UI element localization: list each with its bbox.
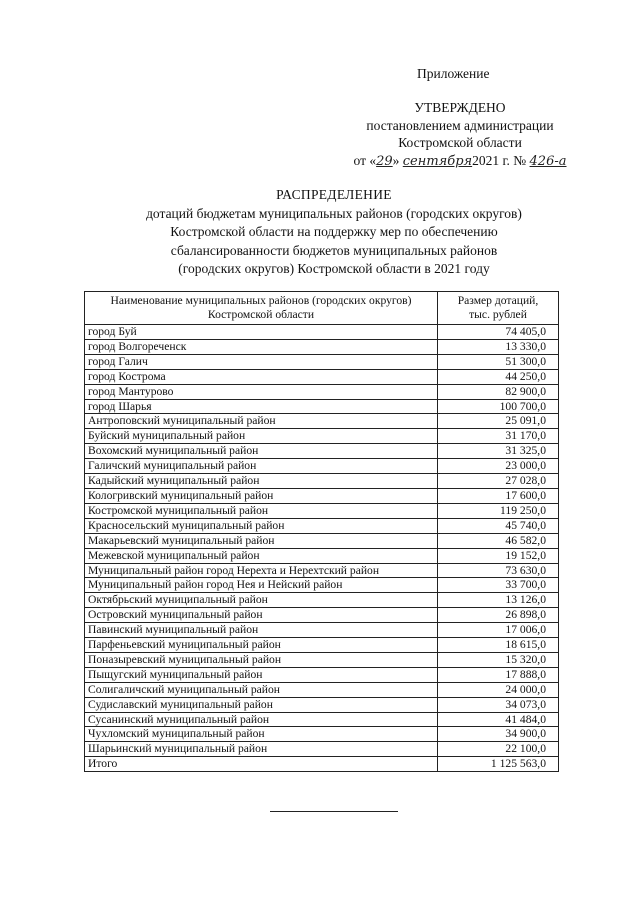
table-row (85, 593, 559, 608)
total-value: 1 125 563,0 (438, 757, 559, 772)
row-name: Межевской муниципальный район (85, 548, 438, 563)
row-value: 41 484,0 (438, 712, 559, 727)
row-name: Красносельский муниципальный район (85, 518, 438, 533)
document-title: РАСПРЕДЕЛЕНИЕ (276, 187, 392, 202)
table-row (85, 742, 559, 757)
row-name: город Галич (85, 354, 438, 369)
region-line: Костромской области (398, 135, 522, 150)
row-value: 51 300,0 (438, 354, 559, 369)
row-name: Антроповский муниципальный район (85, 414, 438, 429)
row-name: город Шарья (85, 399, 438, 414)
column-header-name-line1: Наименование муниципальных районов (городских округов) (110, 294, 412, 307)
table-row (85, 652, 559, 667)
table-total-row (85, 757, 559, 772)
column-header-name-line2: Костромской области (207, 308, 315, 321)
row-value: 19 152,0 (438, 548, 559, 563)
row-name: Солигаличский муниципальный район (85, 682, 438, 697)
total-label: Итого (85, 757, 438, 772)
table-row (85, 488, 559, 503)
row-name: Сусанинский муниципальный район (85, 712, 438, 727)
heading-line-3: сбалансированности бюджетов муниципальных районов (170, 242, 498, 258)
row-value: 13 330,0 (438, 339, 559, 354)
table-header-row (85, 292, 559, 325)
table-row (85, 563, 559, 578)
table-row (85, 503, 559, 518)
table-row (85, 697, 559, 712)
row-name: Пыщугский муниципальный район (85, 667, 438, 682)
row-value: 17 600,0 (438, 488, 559, 503)
row-name: Буйский муниципальный район (85, 429, 438, 444)
table-row (85, 414, 559, 429)
row-name: Шарьинский муниципальный район (85, 742, 438, 757)
table-row (85, 548, 559, 563)
row-value: 17 888,0 (438, 667, 559, 682)
row-name: Чухломский муниципальный район (85, 727, 438, 742)
table-row (85, 712, 559, 727)
table-row (85, 638, 559, 653)
table-row (85, 339, 559, 354)
column-header-amount (438, 292, 559, 325)
row-value: 15 320,0 (438, 652, 559, 667)
date-prefix: от « (353, 152, 377, 168)
row-value: 27 028,0 (438, 474, 559, 489)
table-row (85, 623, 559, 638)
table-row (85, 533, 559, 548)
row-name: Вохомский муниципальный район (85, 444, 438, 459)
heading-line-1: дотаций бюджетам муниципальных районов (городских округов) (146, 205, 522, 221)
row-name: город Кострома (85, 369, 438, 384)
approved-label: УТВЕРЖДЕНО (414, 100, 506, 115)
row-value: 23 000,0 (438, 459, 559, 474)
table-row (85, 518, 559, 533)
row-value: 22 100,0 (438, 742, 559, 757)
table-row (85, 474, 559, 489)
row-name: Костромской муниципальный район (85, 503, 438, 518)
date-month-handwritten: сентября (402, 153, 473, 169)
row-value: 25 091,0 (438, 414, 559, 429)
row-name: Муниципальный район город Нея и Нейский район (85, 578, 438, 593)
row-value: 24 000,0 (438, 682, 559, 697)
resolution-date-line (340, 152, 580, 171)
column-header-amount-line1: Размер дотаций, (457, 294, 539, 307)
row-value: 45 740,0 (438, 518, 559, 533)
table-row (85, 384, 559, 399)
row-name: Кадыйский муниципальный район (85, 474, 438, 489)
document-heading (100, 186, 568, 279)
row-value: 31 170,0 (438, 429, 559, 444)
row-value: 17 006,0 (438, 623, 559, 638)
table-row (85, 667, 559, 682)
row-value: 31 325,0 (438, 444, 559, 459)
resolution-line: постановлением администрации (366, 117, 554, 133)
row-name: Судиславский муниципальный район (85, 697, 438, 712)
row-name: Островский муниципальный район (85, 608, 438, 623)
row-name: Парфеньевский муниципальный район (85, 638, 438, 653)
table-row (85, 682, 559, 697)
row-value: 13 126,0 (438, 593, 559, 608)
table-row (85, 608, 559, 623)
table-row (85, 459, 559, 474)
row-value: 33 700,0 (438, 578, 559, 593)
row-name: город Волгореченск (85, 339, 438, 354)
date-year: 2021 г. № (472, 152, 527, 168)
row-name: Муниципальный район город Нерехта и Нерехтский район (85, 563, 438, 578)
table-row (85, 399, 559, 414)
row-value: 119 250,0 (438, 503, 559, 518)
column-header-name (85, 292, 438, 325)
row-name: город Мантурово (85, 384, 438, 399)
table-row (85, 354, 559, 369)
table-row (85, 578, 559, 593)
table-row (85, 429, 559, 444)
row-name: Макарьевский муниципальный район (85, 533, 438, 548)
row-name: город Буй (85, 325, 438, 340)
row-value: 82 900,0 (438, 384, 559, 399)
appendix-label: Приложение (417, 66, 490, 81)
table-row (85, 727, 559, 742)
row-name: Галичский муниципальный район (85, 459, 438, 474)
table-row (85, 325, 559, 340)
row-value: 26 898,0 (438, 608, 559, 623)
date-day-handwritten: 29 (376, 153, 393, 169)
row-value: 34 073,0 (438, 697, 559, 712)
row-value: 34 900,0 (438, 727, 559, 742)
row-value: 100 700,0 (438, 399, 559, 414)
heading-line-4: (городских округов) Костромской области в 2021 году (178, 261, 490, 276)
distribution-table (84, 291, 559, 772)
column-header-amount-line2: тыс. рублей (469, 308, 527, 321)
doc-number-handwritten: 426-а (529, 153, 567, 169)
date-mid: » (392, 152, 403, 168)
row-value: 44 250,0 (438, 369, 559, 384)
row-name: Павинский муниципальный район (85, 623, 438, 638)
row-name: Октябрьский муниципальный район (85, 593, 438, 608)
approval-block (340, 99, 580, 170)
row-name: Кологривский муниципальный район (85, 488, 438, 503)
closing-separator-line (270, 811, 398, 812)
table-row (85, 369, 559, 384)
row-name: Поназыревский муниципальный район (85, 652, 438, 667)
row-value: 18 615,0 (438, 638, 559, 653)
heading-line-2: Костромской области на поддержку мер по обеспечению (170, 224, 498, 239)
row-value: 46 582,0 (438, 533, 559, 548)
row-value: 74 405,0 (438, 325, 559, 340)
row-value: 73 630,0 (438, 563, 559, 578)
table-row (85, 444, 559, 459)
